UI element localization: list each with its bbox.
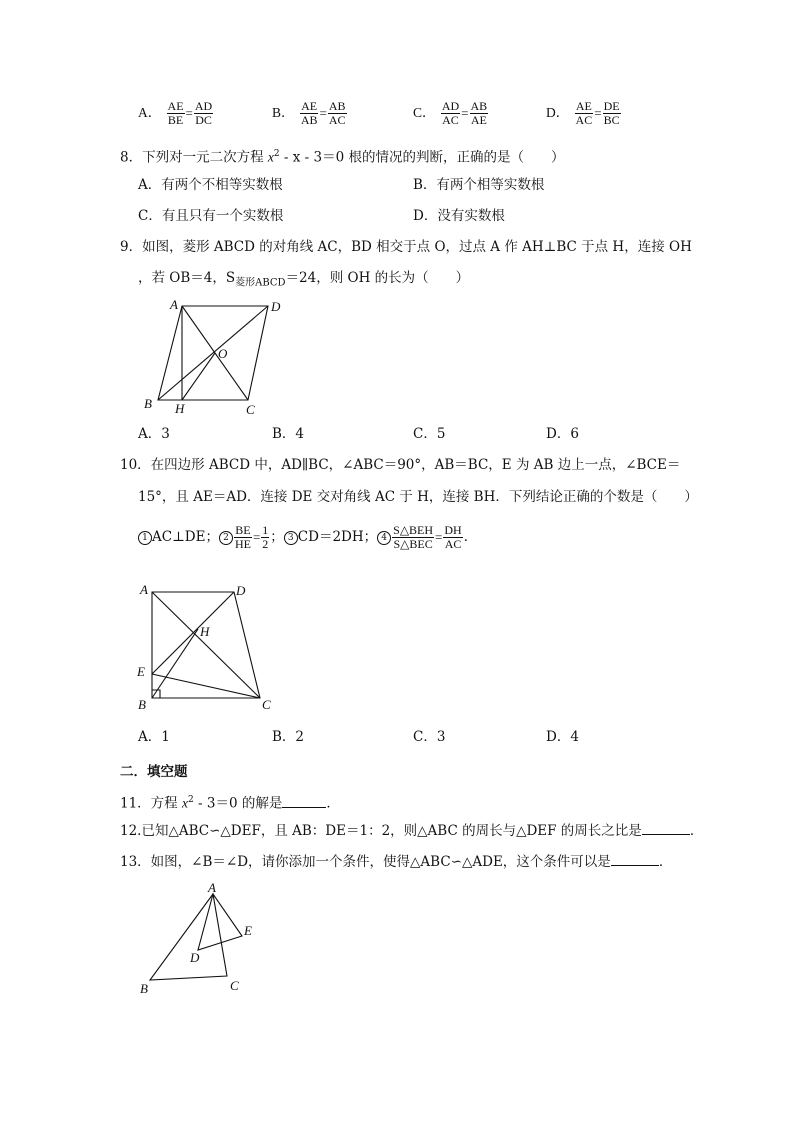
q10-stem-line2: 15°，且 AE＝AD．连接 DE 交对角线 AC 于 H，连接 BH．下列结论正确的个数是（ ） bbox=[138, 489, 698, 505]
segment-oh bbox=[182, 353, 215, 400]
label-c: C bbox=[230, 978, 239, 993]
segment-ec bbox=[152, 674, 260, 698]
label-e: E bbox=[137, 664, 145, 679]
q10-option-c: C．3 bbox=[413, 729, 446, 745]
circle-mark-1: 1 bbox=[138, 531, 152, 545]
label-d: D bbox=[236, 583, 246, 598]
segment-bh bbox=[152, 629, 198, 698]
label-a: A bbox=[208, 880, 216, 895]
label-h: H bbox=[200, 624, 210, 639]
q8-option-d: D．没有实数根 bbox=[413, 208, 505, 224]
fraction: $\frac{AE}{BE}$ bbox=[167, 99, 184, 127]
fraction: $\frac{AE}{AC}$ bbox=[575, 99, 593, 127]
label-e: E bbox=[244, 923, 252, 938]
fraction: $\frac{AB}{AC}$ bbox=[328, 99, 346, 127]
fraction: $\frac{AD}{AC}$ bbox=[441, 99, 460, 127]
fraction: $\frac{\text{S△BEH}}{\text{S△BEC}}$ bbox=[393, 523, 434, 551]
label-a: A bbox=[140, 582, 148, 597]
label-b: B bbox=[138, 697, 146, 712]
q10-option-b: B．2 bbox=[272, 729, 305, 745]
triangle-abc bbox=[150, 894, 227, 980]
diagonal-ac bbox=[152, 592, 260, 698]
q10-option-d: D．4 bbox=[546, 729, 579, 745]
q8-option-a: A．有两个不相等实数根 bbox=[138, 177, 283, 193]
q7-option-b: B． $\frac{AE}{AB}$ = $\frac{AB}{AC}$ bbox=[272, 99, 346, 127]
circle-mark-2: 2 bbox=[219, 531, 233, 545]
fraction: $\frac{AB}{AE}$ bbox=[470, 99, 488, 127]
circle-mark-3: 3 bbox=[284, 531, 298, 545]
label-c: C bbox=[246, 402, 255, 417]
fraction: $\frac{AE}{AB}$ bbox=[300, 99, 318, 127]
q9-stem-line1: 9．如图，菱形 ABCD 的对角线 AC，BD 相交于点 O，过点 A 作 AH⊥BC 于点 H，连接 OH bbox=[120, 239, 692, 255]
triangle-ade bbox=[198, 894, 242, 950]
label-d: D bbox=[190, 950, 200, 965]
q9-rhombus-figure bbox=[130, 292, 300, 422]
q7-option-c: C． $\frac{AD}{AC}$ = $\frac{AB}{AE}$ bbox=[413, 99, 488, 127]
q9-option-b: B．4 bbox=[272, 426, 305, 442]
q9-option-a: A．3 bbox=[138, 426, 170, 442]
label-o: O bbox=[218, 346, 228, 361]
answer-blank bbox=[282, 795, 326, 808]
answer-blank bbox=[611, 853, 659, 866]
q9-option-d: D．6 bbox=[546, 426, 579, 442]
fraction: $\frac{DH}{AC}$ bbox=[444, 523, 462, 551]
q8-option-b: B．有两个相等实数根 bbox=[413, 177, 545, 193]
q13-triangle-figure bbox=[130, 878, 270, 1000]
q13: 13．如图，∠B＝∠D，请你添加一个条件，使得△ABC∽△ADE，这个条件可以是 ． bbox=[120, 854, 673, 870]
q11: 11．方程 $x^2 - 3=0$ 的解是 ． bbox=[120, 795, 340, 812]
q10-option-a: A．1 bbox=[138, 729, 170, 745]
fraction: $\frac{AD}{DC}$ bbox=[194, 99, 213, 127]
q9-option-c: C．5 bbox=[413, 426, 446, 442]
label-b: B bbox=[144, 396, 152, 411]
q10-stem-line1: 10．在四边形 ABCD 中，AD∥BC，∠ABC＝90°，AB＝BC，E 为 AB 边上一点，∠BCE＝ bbox=[120, 457, 681, 473]
label-d: D bbox=[271, 299, 281, 314]
q8-option-c: C．有且只有一个实数根 bbox=[138, 208, 284, 224]
circle-mark-4: 4 bbox=[377, 531, 391, 545]
label-a: A bbox=[170, 297, 178, 312]
label-b: B bbox=[140, 981, 148, 996]
q8-stem: 8．下列对一元二次方程 $x^2 - x - 3=0$ 根的情况的判断，正确的是（ ） bbox=[120, 149, 565, 166]
answer-blank bbox=[642, 822, 690, 835]
label-h: H bbox=[175, 401, 185, 416]
section-title: 二．填空题 bbox=[120, 764, 188, 780]
label-c: C bbox=[262, 697, 271, 712]
fraction: $\frac{1}{2}$ bbox=[262, 523, 269, 551]
fraction: $\frac{DE}{BC}$ bbox=[603, 99, 620, 127]
q7-option-a: A． $\frac{AE}{BE}$ = $\frac{AD}{DC}$ bbox=[138, 99, 213, 127]
q12: 12.已知△ABC∽△DEF，且 AB：DE＝1：2，则△ABC 的周长与△DEF 的周长之比是 ． bbox=[120, 823, 704, 839]
q10-conclusions: 1 AC⊥DE； 2 $\frac{BE}{HE}$ = $\frac{1}{2}$ ； 3 CD＝2DH； 4 $\frac{\text{S△BEH}}{\text{S△BEC}}$ = $\frac{DH}{AC}$ ． bbox=[138, 524, 477, 551]
q9-stem-line2: ，若 OB＝4，$S_{菱形ABCD}=24$，则 OH 的长为（ ） bbox=[138, 270, 470, 289]
fraction: $\frac{BE}{HE}$ bbox=[234, 523, 251, 551]
q7-option-d: D． $\frac{AE}{AC}$ = $\frac{DE}{BC}$ bbox=[546, 99, 620, 127]
q10-quadrilateral-figure bbox=[130, 578, 290, 718]
